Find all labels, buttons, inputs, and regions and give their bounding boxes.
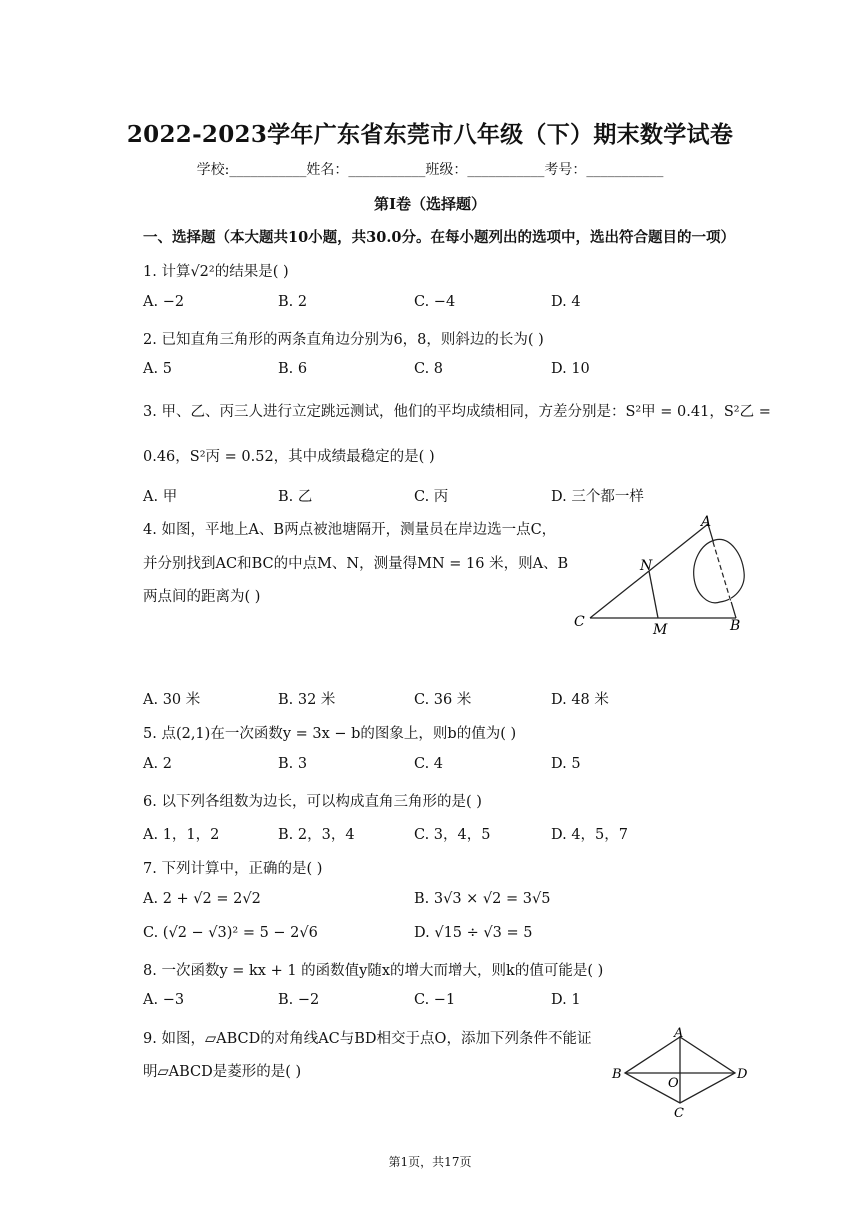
q8-option-d[interactable]: D. 1 [551, 992, 581, 1008]
question-7-stem: 7. 下列计算中，正确的是( ) [143, 861, 323, 877]
q4-option-c[interactable]: C. 36 米 [414, 692, 472, 708]
q7-option-a[interactable]: A. 2 + √2 = 2√2 [143, 891, 261, 907]
q4-option-b[interactable]: B. 32 米 [278, 692, 336, 708]
question-5-stem: 5. 点(2,1)在一次函数y = 3x − b的图象上，则b的值为( ) [143, 726, 517, 742]
question-8-stem: 8. 一次函数y = kx + 1 的函数值y随x的增大而增大，则k的值可能是( ) [143, 963, 604, 979]
q3-option-d[interactable]: D. 三个都一样 [551, 489, 644, 505]
q8-option-c[interactable]: C. −1 [414, 992, 456, 1008]
pond-shape [694, 539, 745, 602]
question-6-stem: 6. 以下列各组数为边长，可以构成直角三角形的是( ) [143, 794, 482, 810]
label-d: D [737, 1067, 748, 1082]
question-9-stem: 9. 如图，▱ABCD的对角线AC与BD相交于点O，添加下列条件不能证 [143, 1031, 592, 1047]
label-b: B [612, 1067, 622, 1082]
q1-option-b[interactable]: B. 2 [278, 294, 308, 310]
question-4-stem: 4. 如图，平地上A、B两点被池塘隔开，测量员在岸边选一点C， [143, 522, 557, 538]
section-title: 第I卷（选择题） [373, 195, 487, 213]
student-info-line: 学校:___________姓名：___________班级：___________考号：___________ [196, 162, 664, 178]
q1-option-c[interactable]: C. −4 [414, 294, 456, 310]
pond-triangle-figure [568, 510, 758, 640]
q5-option-c[interactable]: C. 4 [414, 756, 444, 772]
q5-option-a[interactable]: A. 2 [143, 756, 172, 772]
question-9-stem-cont: 明▱ABCD是菱形的是( ) [143, 1064, 302, 1080]
q4-option-d[interactable]: D. 48 米 [551, 692, 609, 708]
q2-option-a[interactable]: A. 5 [143, 361, 172, 377]
question-2-stem: 2. 已知直角三角形的两条直角边分别为6，8，则斜边的长为( ) [143, 332, 544, 348]
q1-option-d[interactable]: D. 4 [551, 294, 581, 310]
label-c: C [674, 1106, 684, 1120]
label-b: B [730, 618, 741, 634]
q3-option-a[interactable]: A. 甲 [143, 489, 178, 505]
q8-option-b[interactable]: B. −2 [278, 992, 320, 1008]
exam-title: 2022-2023学年广东省东莞市八年级（下）期末数学试卷 [126, 121, 734, 148]
label-o: O [668, 1076, 679, 1091]
q6-option-a[interactable]: A. 1，1，2 [143, 827, 220, 843]
label-m: M [653, 622, 668, 638]
question-4-stem-cont2: 两点间的距离为( ) [143, 589, 261, 605]
q7-option-c[interactable]: C. (√2 − √3)² = 5 − 2√6 [143, 925, 318, 941]
q4-option-a[interactable]: A. 30 米 [143, 692, 201, 708]
q5-option-b[interactable]: B. 3 [278, 756, 308, 772]
q3-option-c[interactable]: C. 丙 [414, 489, 449, 505]
q1-option-a[interactable]: A. −2 [143, 294, 185, 310]
q3-option-b[interactable]: B. 乙 [278, 489, 313, 505]
question-3-stem-cont: 0.46，S²丙 = 0.52，其中成绩最稳定的是( ) [143, 449, 435, 465]
question-1-stem: 1. 计算√2²的结果是( ) [143, 264, 289, 280]
q6-option-d[interactable]: D. 4，5，7 [551, 827, 629, 843]
label-a: A [701, 514, 712, 530]
rhombus-figure [605, 1025, 755, 1120]
page-footer: 第1页，共17页 [388, 1155, 472, 1169]
question-3-stem: 3. 甲、乙、丙三人进行立定跳远测试，他们的平均成绩相同，方差分别是：S²甲 = 0.41，S²乙 = [143, 404, 771, 420]
q7-option-d[interactable]: D. √15 ÷ √3 = 5 [414, 925, 533, 941]
label-a: A [674, 1026, 684, 1041]
q6-option-b[interactable]: B. 2，3，4 [278, 827, 355, 843]
label-n: N [640, 558, 653, 574]
question-4-stem-cont: 并分别找到AC和BC的中点M、N，测量得MN = 16 米，则A、B [143, 556, 569, 572]
q2-option-d[interactable]: D. 10 [551, 361, 590, 377]
q8-option-a[interactable]: A. −3 [143, 992, 185, 1008]
q7-option-b[interactable]: B. 3√3 × √2 = 3√5 [414, 891, 551, 907]
q6-option-c[interactable]: C. 3，4，5 [414, 827, 491, 843]
part-heading: 一、选择题（本大题共10小题，共30.0分。在每小题列出的选项中，选出符合题目的一项） [143, 229, 735, 246]
q2-option-c[interactable]: C. 8 [414, 361, 444, 377]
line-nm [649, 571, 658, 618]
q2-option-b[interactable]: B. 6 [278, 361, 308, 377]
label-c: C [574, 614, 585, 630]
q5-option-d[interactable]: D. 5 [551, 756, 581, 772]
